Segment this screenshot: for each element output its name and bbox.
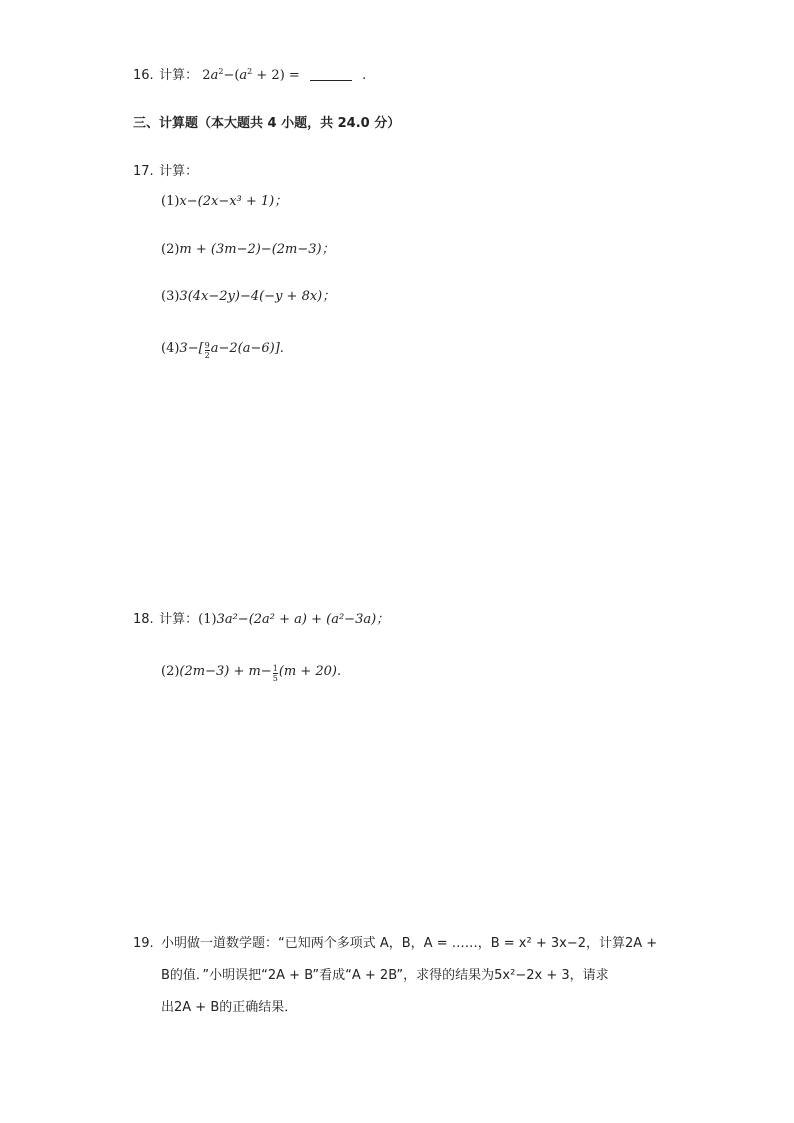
item-post: (m + 20).	[278, 664, 342, 679]
question-16	[133, 66, 366, 86]
item-id: (4)	[161, 341, 180, 356]
expr-coef: 2	[202, 68, 211, 83]
q17-item-3	[161, 287, 335, 307]
question-18	[133, 610, 389, 630]
section-heading: 三、计算题（本大题共 4 小题，共 24.0 分）	[133, 116, 401, 131]
question-19-number	[133, 934, 155, 954]
q19-line-3: 出2A + B的正确结果．	[161, 1000, 298, 1015]
question-label: 计算：	[159, 164, 199, 179]
q17-item-4	[161, 339, 284, 360]
item-id: (1)	[161, 194, 180, 209]
question-number: 16.	[133, 68, 154, 83]
fraction-numerator: 9	[204, 341, 210, 350]
fraction-numerator: 1	[272, 664, 278, 673]
question-label: 计算：	[159, 612, 199, 627]
fraction	[273, 664, 278, 683]
item-pre: (2m−3) + m−	[179, 664, 272, 679]
answer-blank[interactable]	[310, 66, 352, 81]
expr-exp: 2	[218, 67, 224, 76]
item-expr: 3a²−(2a² + a) + (a²−3a)；	[216, 612, 390, 627]
q18-item-2	[161, 662, 341, 683]
item-id: (3)	[161, 289, 180, 304]
item-expr: x−(2x−x³ + 1)；	[179, 194, 288, 209]
item-post: a−2(a−6)].	[210, 341, 284, 356]
question-label: 计算：	[159, 68, 199, 83]
question-17	[133, 162, 198, 182]
item-id: (1)	[198, 612, 217, 627]
expr-var: a	[210, 68, 219, 83]
q19-line-1: 小明做一道数学题：“已知两个多项式 A，B，A = ……，B = x² + 3x−2，计算2A +	[161, 936, 658, 951]
expr-end: + 2) =	[252, 68, 304, 83]
question-number: 19.	[133, 936, 154, 951]
question-end: .	[362, 68, 367, 83]
expr-mid: −(	[223, 68, 240, 83]
question-number: 18.	[133, 612, 154, 627]
fraction	[205, 341, 210, 360]
q17-item-1	[161, 192, 287, 212]
q17-item-2	[161, 240, 335, 260]
item-id: (2)	[161, 242, 180, 257]
fraction-denominator: 5	[272, 674, 278, 683]
expr-exp: 2	[247, 67, 253, 76]
expr-var: a	[239, 68, 248, 83]
item-expr: m + (3m−2)−(2m−3)；	[179, 242, 335, 257]
question-number: 17.	[133, 164, 154, 179]
q19-line-2: B的值．”小明误把“2A + B”看成“A + 2B”，求得的结果为5x²−2x + 3，请求	[161, 968, 609, 983]
item-id: (2)	[161, 664, 180, 679]
item-pre: 3−[	[179, 341, 204, 356]
item-expr: 3(4x−2y)−4(−y + 8x)；	[179, 289, 336, 304]
fraction-denominator: 2	[204, 351, 210, 360]
